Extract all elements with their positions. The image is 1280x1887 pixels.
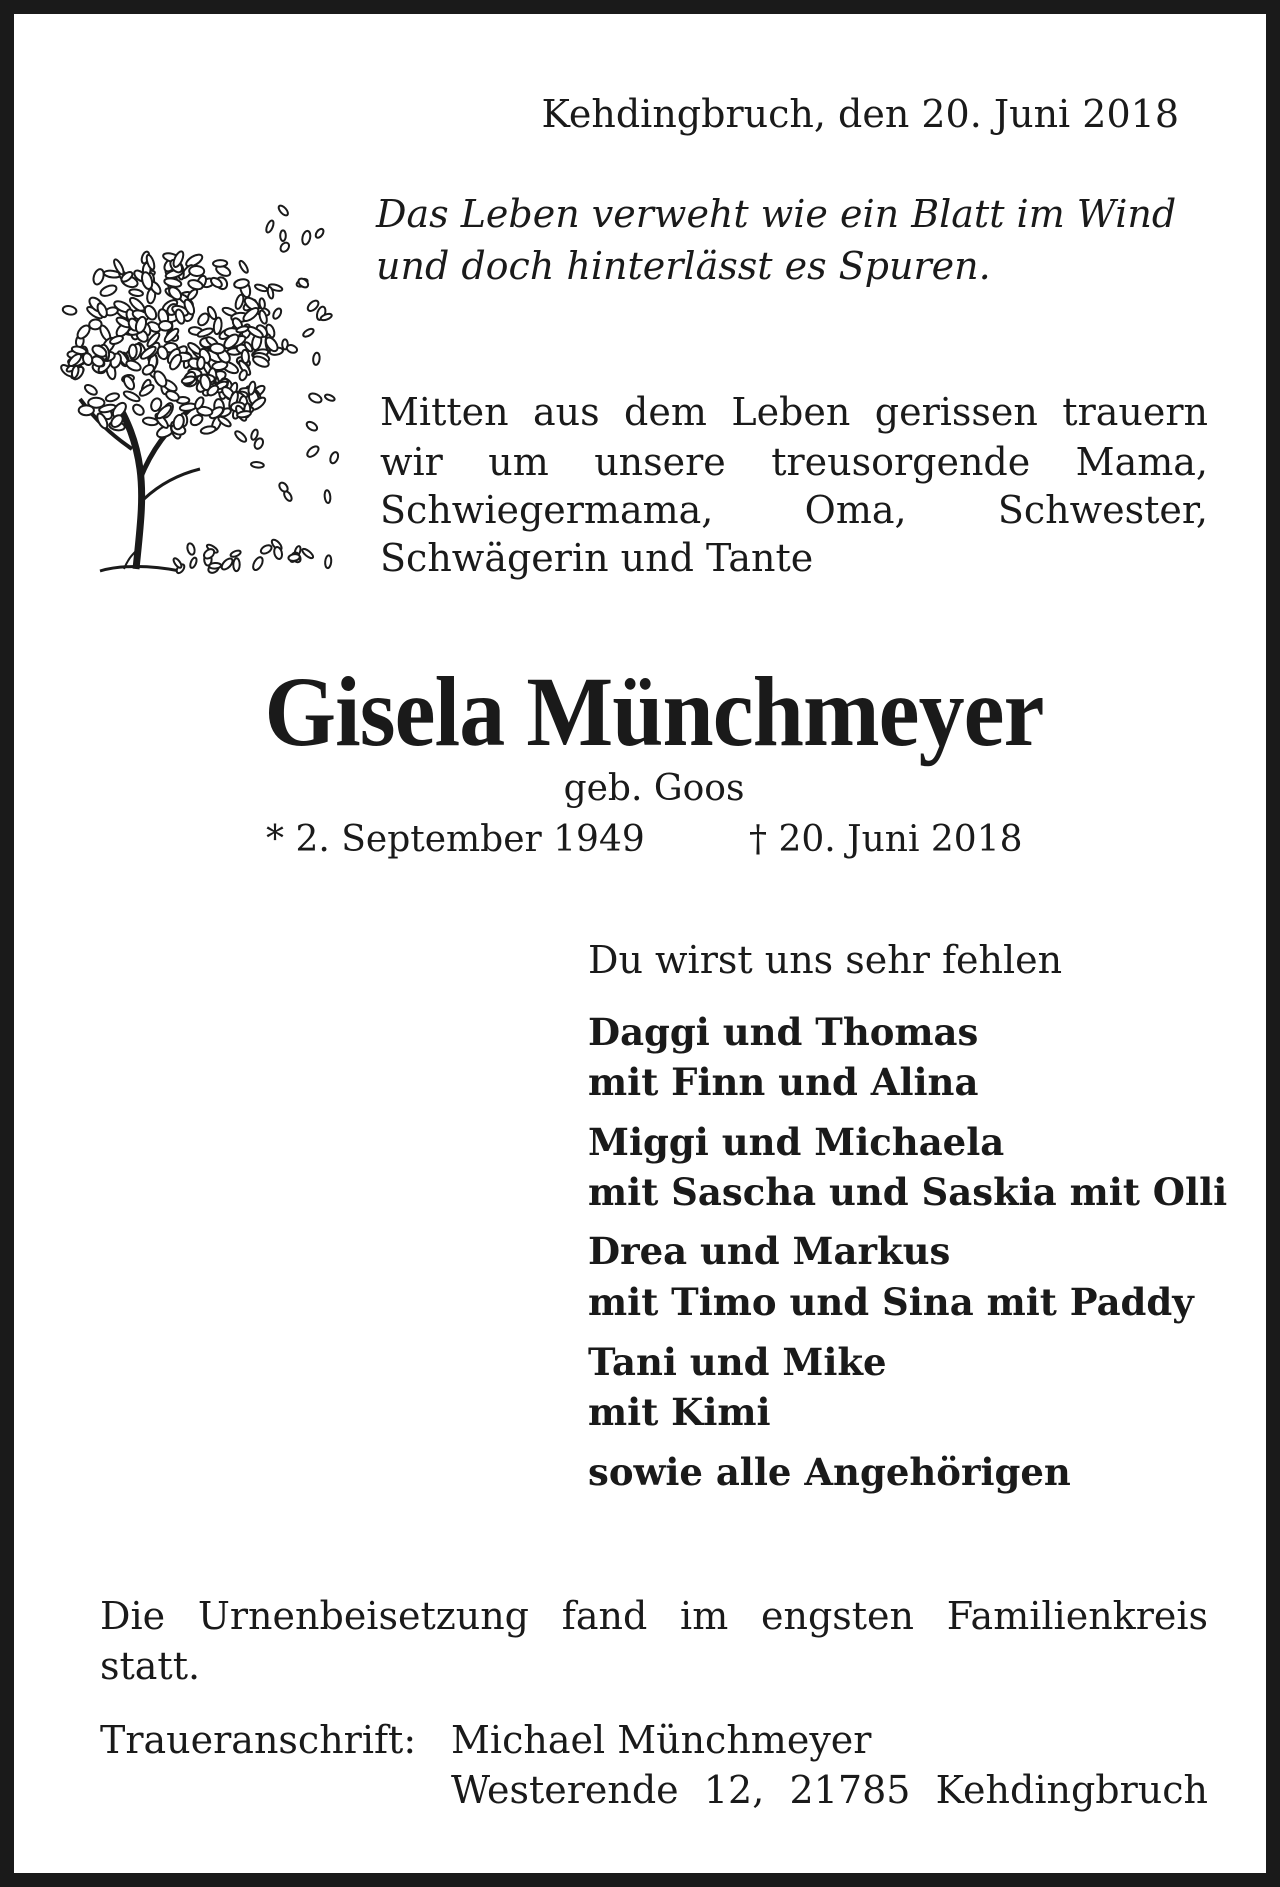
family-line: Miggi und Michaela	[588, 1120, 1005, 1164]
address-name: Michael Münchmeyer	[451, 1718, 872, 1762]
family-line: mit Sascha und Saskia mit Olli	[588, 1170, 1228, 1214]
deceased-name: Gisela Münchmeyer	[264, 656, 1044, 767]
windblown-tree-icon	[40, 199, 346, 579]
closing-line: Du wirst uns sehr fehlen	[588, 938, 1063, 982]
quote-line-2: und doch hinterlässt es Spuren.	[376, 244, 991, 288]
death-date: † 20. Juni 2018	[749, 819, 1023, 860]
intro-line: Schwägerin und Tante	[380, 536, 814, 580]
burial-note: Die Urnenbeisetzung fand im engsten Familienkreis	[100, 1594, 1208, 1638]
family-line: sowie alle Angehörigen	[588, 1450, 1071, 1494]
family-line: mit Timo und Sina mit Paddy	[588, 1280, 1194, 1324]
family-line: Daggi und Thomas	[588, 1010, 979, 1054]
address-label: Traueranschrift:	[100, 1718, 417, 1762]
intro-line: wir um unsere treusorgende Mama,	[380, 440, 1208, 484]
maiden-name: geb. Goos	[563, 768, 745, 809]
quote-line-1: Das Leben verweht wie ein Blatt im Wind	[376, 192, 1177, 236]
intro-line: Schwiegermama, Oma, Schwester,	[380, 488, 1208, 532]
address-street-city: Westerende 12, 21785 Kehdingbruch	[451, 1768, 1208, 1812]
family-line: Tani und Mike	[588, 1340, 887, 1384]
dateline: Kehdingbruch, den 20. Juni 2018	[541, 92, 1179, 136]
burial-note: statt.	[100, 1644, 201, 1688]
family-line: Drea und Markus	[588, 1229, 951, 1273]
intro-line: Mitten aus dem Leben gerissen trauern	[380, 390, 1208, 434]
family-line: mit Kimi	[588, 1390, 771, 1434]
birth-date: * 2. September 1949	[266, 819, 645, 860]
family-line: mit Finn und Alina	[588, 1060, 979, 1104]
